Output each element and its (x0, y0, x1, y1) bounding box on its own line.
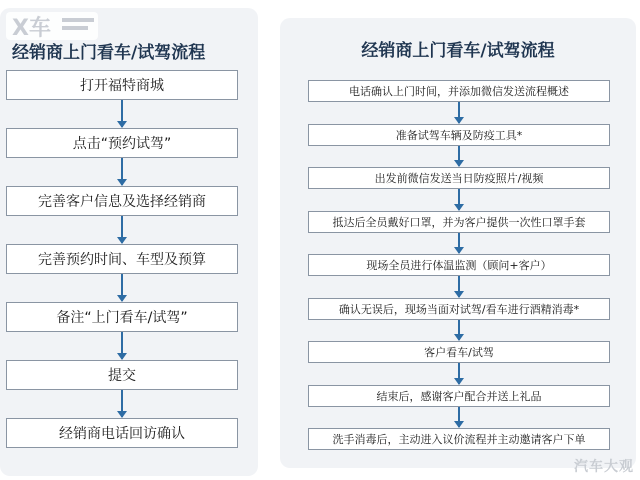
right-arrow-4 (458, 233, 460, 254)
left-arrow-5 (121, 332, 123, 359)
right-arrow-5 (458, 276, 460, 297)
left-arrow-6 (121, 390, 123, 417)
left-arrow-2 (121, 158, 123, 185)
left-flow-title: 经销商上门看车/试驾流程 (12, 43, 206, 63)
left-step-5: 备注“上门看车/试驾” (6, 302, 238, 332)
left-step-4: 完善预约时间、车型及预算 (6, 244, 238, 274)
right-step-8: 结束后，感谢客户配合并送上礼品 (308, 385, 610, 407)
left-step-2: 点击“预约试驾” (6, 128, 238, 158)
right-step-5: 现场全员进行体温监测（顾问+客户） (308, 254, 610, 276)
right-arrow-6 (458, 320, 460, 341)
left-arrow-3 (121, 216, 123, 243)
right-flow-panel (280, 18, 636, 468)
right-arrow-2 (458, 146, 460, 167)
right-step-1: 电话确认上门时间，并添加微信发送流程概述 (308, 80, 610, 102)
watermark: 汽车大观 (574, 459, 634, 475)
right-step-6: 确认无误后，现场当面对试驾/看车进行酒精消毒* (308, 298, 610, 320)
left-flow-panel (0, 8, 258, 476)
logo-icon (4, 6, 100, 46)
left-step-6: 提交 (6, 360, 238, 390)
right-arrow-7 (458, 363, 460, 384)
right-arrow-8 (458, 407, 460, 428)
svg-text:X车: X车 (12, 16, 51, 41)
right-step-3: 出发前微信发送当日防疫照片/视频 (308, 167, 610, 189)
left-step-3: 完善客户信息及选择经销商 (6, 186, 238, 216)
right-step-7: 客户看车/试驾 (308, 341, 610, 363)
right-step-4: 抵达后全员戴好口罩，并为客户提供一次性口罩手套 (308, 211, 610, 233)
left-step-7: 经销商电话回访确认 (6, 418, 238, 448)
left-arrow-4 (121, 274, 123, 301)
right-step-2: 准备试驾车辆及防疫工具* (308, 124, 610, 146)
right-flow-title: 经销商上门看车/试驾流程 (361, 41, 555, 61)
right-arrow-3 (458, 189, 460, 210)
left-arrow-1 (121, 100, 123, 127)
right-step-9: 洗手消毒后，主动进入议价流程并主动邀请客户下单 (308, 428, 610, 450)
right-arrow-1 (458, 102, 460, 123)
left-step-1: 打开福特商城 (6, 70, 238, 100)
